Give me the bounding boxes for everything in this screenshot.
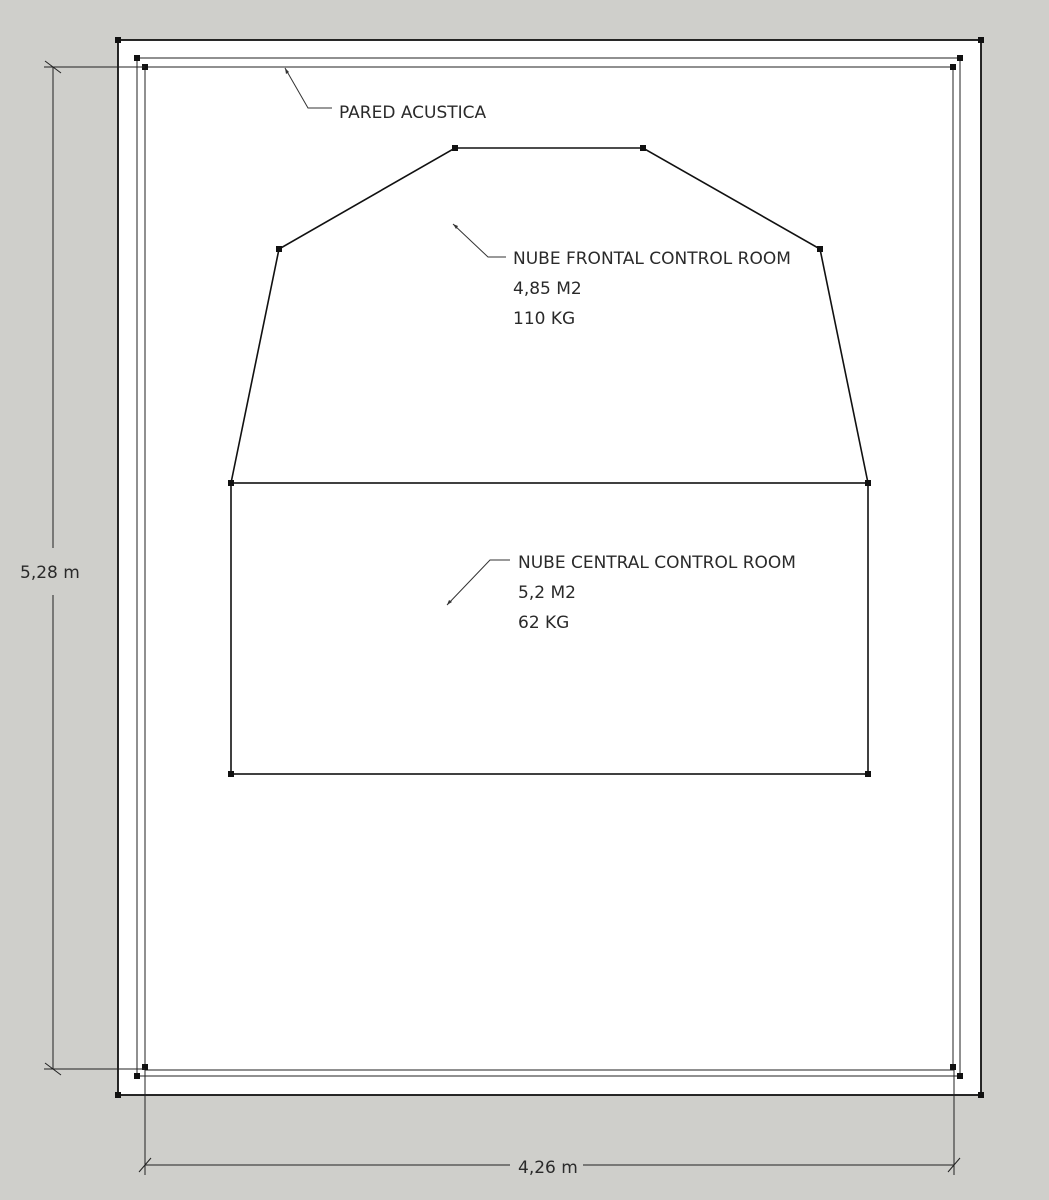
height-dimension-label: 5,28 m — [20, 563, 80, 583]
front-cloud-weight: 110 KG — [513, 309, 576, 329]
central-cloud-weight: 62 KG — [518, 613, 570, 633]
width-dimension-label: 4,26 m — [518, 1158, 578, 1178]
central-cloud-name: NUBE CENTRAL CONTROL ROOM — [518, 553, 796, 573]
front-cloud-name: NUBE FRONTAL CONTROL ROOM — [513, 249, 791, 269]
central-cloud-area: 5,2 M2 — [518, 583, 576, 603]
front-cloud-area: 4,85 M2 — [513, 279, 582, 299]
wall-label: PARED ACUSTICA — [339, 103, 487, 123]
